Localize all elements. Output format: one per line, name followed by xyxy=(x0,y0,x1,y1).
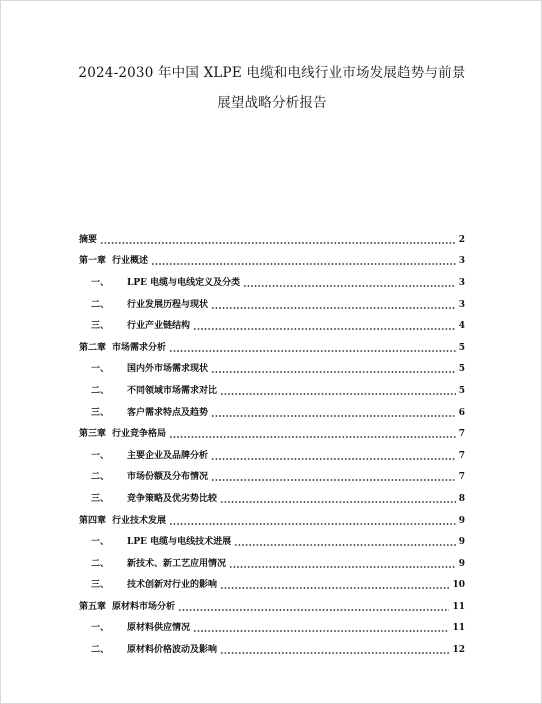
toc-entry-title: 原材料市场分析 xyxy=(112,601,176,612)
toc-dot-leader xyxy=(169,523,456,525)
toc-dot-leader xyxy=(220,501,456,503)
toc-entry-label xyxy=(79,385,217,397)
toc-entry-title: 行业技术发展 xyxy=(112,515,167,526)
toc-entry-label xyxy=(79,622,190,634)
toc-entry-title: 行业产业链结构 xyxy=(127,321,191,332)
toc-entry-label xyxy=(79,320,190,332)
toc-entry-number: 二、 xyxy=(91,299,110,310)
document-title-line-2: 展望战略分析报告 xyxy=(217,95,327,111)
table-of-contents xyxy=(79,229,465,661)
toc-entry-title: 不同领域市场需求对比 xyxy=(127,385,218,396)
toc-page-number: 2 xyxy=(458,234,465,245)
toc-section-entry[interactable] xyxy=(79,639,465,661)
toc-page-number: 7 xyxy=(458,450,465,461)
toc-entry-number: 二、 xyxy=(91,645,110,656)
toc-dot-leader xyxy=(229,566,456,568)
toc-page-number: 12 xyxy=(452,645,465,656)
toc-entry-number: 一、 xyxy=(91,450,110,461)
toc-dot-leader xyxy=(220,393,456,395)
toc-entry-title: 技术创新对行业的影响 xyxy=(127,580,218,591)
toc-entry-title: LPE 电缆与电线技术进展 xyxy=(127,537,232,548)
toc-chapter-entry[interactable] xyxy=(79,229,465,251)
toc-entry-label xyxy=(79,277,240,289)
toc-entry-number: 二、 xyxy=(91,472,110,483)
toc-page-number: 5 xyxy=(458,385,465,396)
toc-section-entry[interactable] xyxy=(79,380,465,402)
toc-section-entry[interactable] xyxy=(79,488,465,510)
toc-section-entry[interactable] xyxy=(79,467,465,489)
toc-dot-leader xyxy=(211,415,456,417)
toc-section-entry[interactable] xyxy=(79,272,465,294)
toc-entry-number: 一、 xyxy=(91,623,110,634)
toc-dot-leader xyxy=(169,436,456,438)
toc-page-number: 5 xyxy=(458,342,465,353)
toc-dot-leader xyxy=(234,544,456,546)
toc-dot-leader xyxy=(211,479,456,481)
toc-dot-leader xyxy=(211,458,456,460)
toc-entry-number: 二、 xyxy=(91,385,110,396)
toc-page-number: 11 xyxy=(452,623,465,634)
toc-section-entry[interactable] xyxy=(79,445,465,467)
toc-section-entry[interactable] xyxy=(79,531,465,553)
toc-page-number: 6 xyxy=(458,407,465,418)
toc-dot-leader xyxy=(220,587,449,589)
toc-entry-number: 一、 xyxy=(91,537,110,548)
toc-entry-label xyxy=(79,536,231,548)
toc-entry-title: 行业发展历程与现状 xyxy=(127,299,209,310)
toc-chapter-entry[interactable] xyxy=(79,251,465,273)
toc-section-entry[interactable] xyxy=(79,575,465,597)
toc-entry-title: 市场份额及分布情况 xyxy=(127,472,209,483)
toc-entry-number: 第五章 xyxy=(79,601,107,612)
toc-chapter-entry[interactable] xyxy=(79,596,465,618)
toc-entry-label xyxy=(79,471,208,483)
toc-entry-label xyxy=(79,515,166,527)
toc-chapter-entry[interactable] xyxy=(79,337,465,359)
toc-entry-number: 三、 xyxy=(91,407,110,418)
toc-section-entry[interactable] xyxy=(79,402,465,424)
toc-entry-title: 摘要 xyxy=(79,234,98,245)
toc-page-number: 8 xyxy=(458,493,465,504)
toc-page-number: 3 xyxy=(458,277,465,288)
toc-dot-leader xyxy=(169,350,456,352)
toc-entry-number: 三、 xyxy=(91,580,110,591)
toc-page-number: 7 xyxy=(458,472,465,483)
toc-section-entry[interactable] xyxy=(79,553,465,575)
toc-dot-leader xyxy=(193,630,449,632)
toc-dot-leader xyxy=(178,609,449,611)
toc-entry-number: 一、 xyxy=(91,277,110,288)
toc-entry-number: 第三章 xyxy=(79,429,107,440)
toc-entry-label xyxy=(79,255,148,267)
toc-entry-label xyxy=(79,363,208,375)
toc-dot-leader xyxy=(211,371,456,373)
toc-entry-title: 客户需求特点及趋势 xyxy=(127,407,209,418)
toc-entry-title: 原材料价格波动及影响 xyxy=(127,645,218,656)
toc-page-number: 9 xyxy=(458,558,465,569)
toc-chapter-entry[interactable] xyxy=(79,423,465,445)
toc-entry-number: 二、 xyxy=(91,558,110,569)
toc-entry-title: 新技术、新工艺应用情况 xyxy=(127,558,227,569)
toc-section-entry[interactable] xyxy=(79,294,465,316)
toc-entry-label xyxy=(79,644,217,656)
toc-entry-number: 第一章 xyxy=(79,256,107,267)
toc-page-number: 11 xyxy=(452,601,465,612)
toc-page-number: 3 xyxy=(458,256,465,267)
toc-page-number: 3 xyxy=(458,299,465,310)
toc-page-number: 10 xyxy=(452,580,465,591)
document-title-line-1: 2024-2030 年中国 XLPE 电缆和电线行业市场发展趋势与前景 xyxy=(78,65,466,81)
toc-entry-label xyxy=(79,601,175,613)
toc-dot-leader xyxy=(220,652,449,654)
toc-dot-leader xyxy=(211,307,456,309)
toc-entry-title: 行业竞争格局 xyxy=(112,429,167,440)
toc-dot-leader xyxy=(193,328,456,330)
toc-page-number: 5 xyxy=(458,364,465,375)
toc-page-number: 9 xyxy=(458,537,465,548)
toc-page-number: 4 xyxy=(458,321,465,332)
toc-entry-title: 行业概述 xyxy=(112,256,149,267)
toc-entry-label xyxy=(79,579,217,591)
toc-entry-label xyxy=(79,342,166,354)
toc-section-entry[interactable] xyxy=(79,359,465,381)
toc-entry-label xyxy=(79,234,97,246)
toc-entry-number: 三、 xyxy=(91,493,110,504)
toc-dot-leader xyxy=(151,263,456,265)
toc-entry-label xyxy=(79,493,217,505)
toc-entry-title: 竞争策略及优劣势比较 xyxy=(127,493,218,504)
toc-entry-label xyxy=(79,428,166,440)
toc-section-entry[interactable] xyxy=(79,618,465,640)
toc-entry-label xyxy=(79,558,226,570)
toc-entry-number: 一、 xyxy=(91,364,110,375)
toc-entry-number: 第二章 xyxy=(79,342,107,353)
toc-section-entry[interactable] xyxy=(79,315,465,337)
toc-entry-title: 市场需求分析 xyxy=(112,342,167,353)
toc-entry-title: LPE 电缆与电线定义及分类 xyxy=(127,277,241,288)
toc-dot-leader xyxy=(243,285,456,287)
toc-dot-leader xyxy=(100,242,456,244)
toc-entry-label xyxy=(79,299,208,311)
toc-page-number: 9 xyxy=(458,515,465,526)
toc-entry-label xyxy=(79,407,208,419)
toc-entry-number: 第四章 xyxy=(79,515,107,526)
toc-chapter-entry[interactable] xyxy=(79,510,465,532)
toc-page-number: 7 xyxy=(458,429,465,440)
toc-entry-number: 三、 xyxy=(91,321,110,332)
toc-entry-title: 主要企业及品牌分析 xyxy=(127,450,209,461)
toc-entry-label xyxy=(79,450,208,462)
toc-entry-title: 国内外市场需求现状 xyxy=(127,364,209,375)
toc-entry-title: 原材料供应情况 xyxy=(127,623,191,634)
